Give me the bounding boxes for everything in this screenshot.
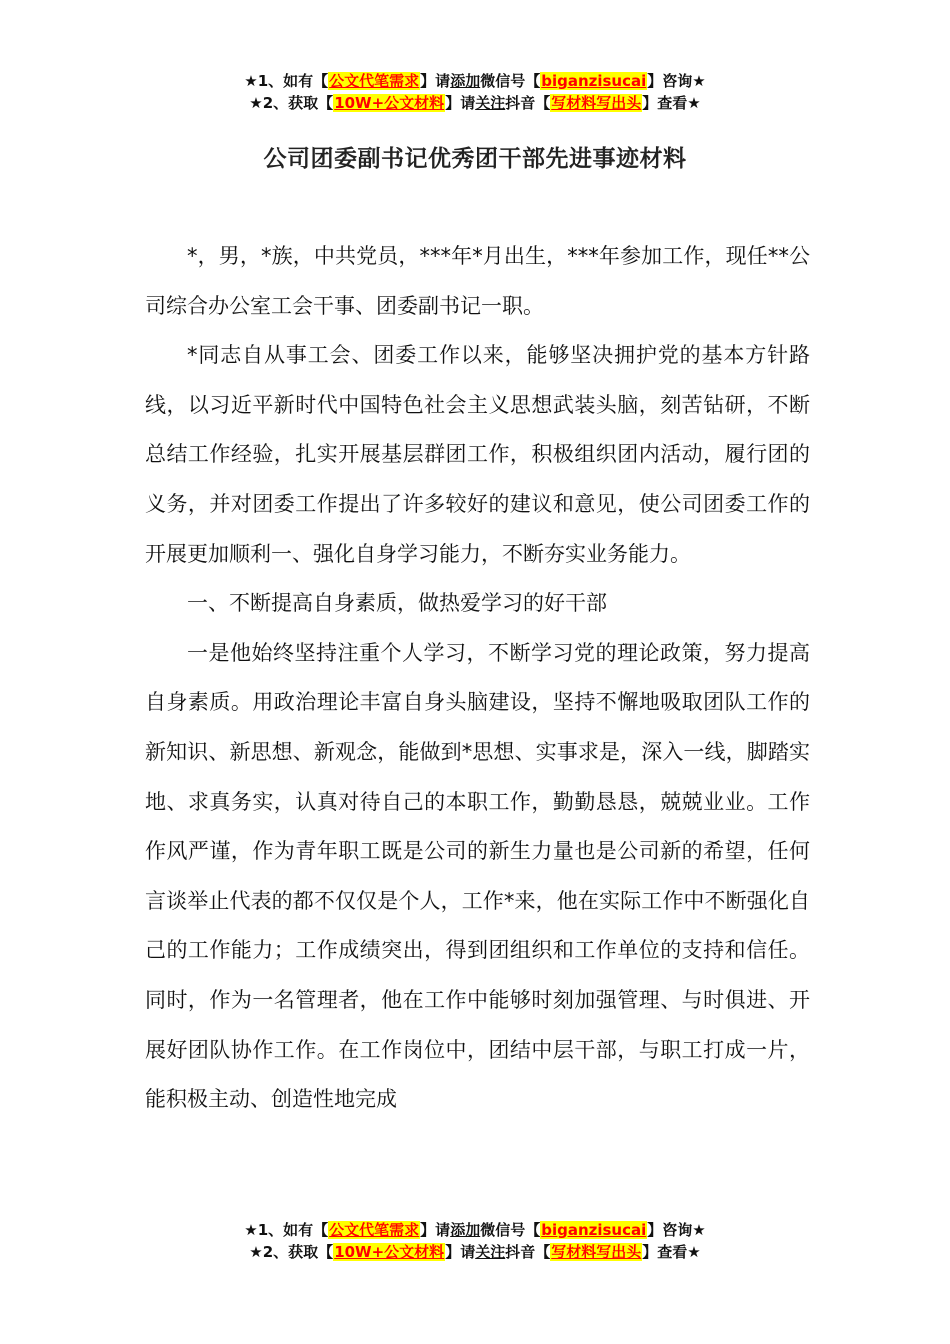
highlight-service: 公文代笔需求 [329, 1221, 420, 1239]
promo-text: 】请 [445, 94, 476, 112]
highlight-service: 公文代笔需求 [329, 72, 420, 90]
section-heading: 一、不断提高自身素质，做热爱学习的好干部 [187, 591, 607, 616]
promo-line-2 [0, 92, 950, 114]
highlight-douyin-id: 写材料写出头 [551, 1243, 642, 1261]
paragraph: 一是他始终坚持注重个人学习，不断学习党的理论政策，努力提高自身素质。用政治理论丰富自身头脑建设，坚持不懈地吸取团队工作的新知识、新思想、新观念，能做到*思想、实事求是，深入一线，脚踏实地、求真务实，认真对待自己的本职工作，勤勤恳恳，兢兢业业。工作作风严谨，作为青年职工既是公司的新生力量也是公司新的希望，任何言谈举止代表的都不仅仅是个人，工作*来，他在实际工作中不断强化自己的工作能力；工作成绩突出，得到团组织和工作单位的支持和信任。同时，作为一名管理者，他在工作中能够时刻加强管理、与时俱进、开展好团队协作工作。在工作岗位中，团结中层干部，与职工打成一片，能积极主动、创造性地完成 [145, 640, 810, 1112]
highlight-materials: 10W+公文材料 [334, 94, 445, 112]
promo-text: 】请 [420, 72, 451, 90]
promo-text: 】请 [445, 1243, 476, 1261]
promo-text: 微信号【 [480, 72, 541, 90]
promo-text: 】查看★ [642, 1243, 701, 1261]
highlight-douyin-id: 写材料写出头 [551, 94, 642, 112]
promo-banner-top [0, 70, 950, 114]
highlight-materials: 10W+公文材料 [334, 1243, 445, 1261]
underlined-add: 添加 [450, 1221, 481, 1239]
promo-text: 】咨询★ [647, 1221, 706, 1239]
document-body [145, 232, 810, 1125]
highlight-wechat-id: biganzisucai [541, 1221, 647, 1239]
promo-line-1 [0, 70, 950, 92]
promo-text: ★2、获取【 [249, 94, 334, 112]
promo-text: 抖音【 [505, 1243, 551, 1261]
document-title: 公司团委副书记优秀团干部先进事迹材料 [263, 146, 687, 172]
promo-text: 】咨询★ [647, 72, 706, 90]
promo-text: ★2、获取【 [249, 1243, 334, 1261]
promo-text: 】查看★ [642, 94, 701, 112]
paragraph: *，男，*族，中共党员，***年*月出生，***年参加工作，现任**公司综合办公室工会干事、团委副书记一职。 [145, 244, 810, 318]
promo-text: 微信号【 [480, 1221, 541, 1239]
promo-banner-bottom [0, 1219, 950, 1263]
promo-text: 抖音【 [505, 94, 551, 112]
underlined-follow: 关注 [475, 1243, 506, 1261]
paragraph: *同志自从事工会、团委工作以来，能够坚决拥护党的基本方针路线，以习近平新时代中国特色社会主义思想武装头脑，刻苦钻研，不断总结工作经验，扎实开展基层群团工作，积极组织团内活动，履行团的义务，并对团委工作提出了许多较好的建议和意见，使公司团委工作的开展更加顺利一、强化自身学习能力，不断夯实业务能力。 [145, 343, 810, 566]
underlined-follow: 关注 [475, 94, 506, 112]
promo-text: 】请 [420, 1221, 451, 1239]
highlight-wechat-id: biganzisucai [541, 72, 647, 90]
promo-text: ★1、如有【 [244, 1221, 329, 1239]
promo-text: ★1、如有【 [244, 72, 329, 90]
promo-line-2 [0, 1241, 950, 1263]
underlined-add: 添加 [450, 72, 481, 90]
promo-line-1 [0, 1219, 950, 1241]
